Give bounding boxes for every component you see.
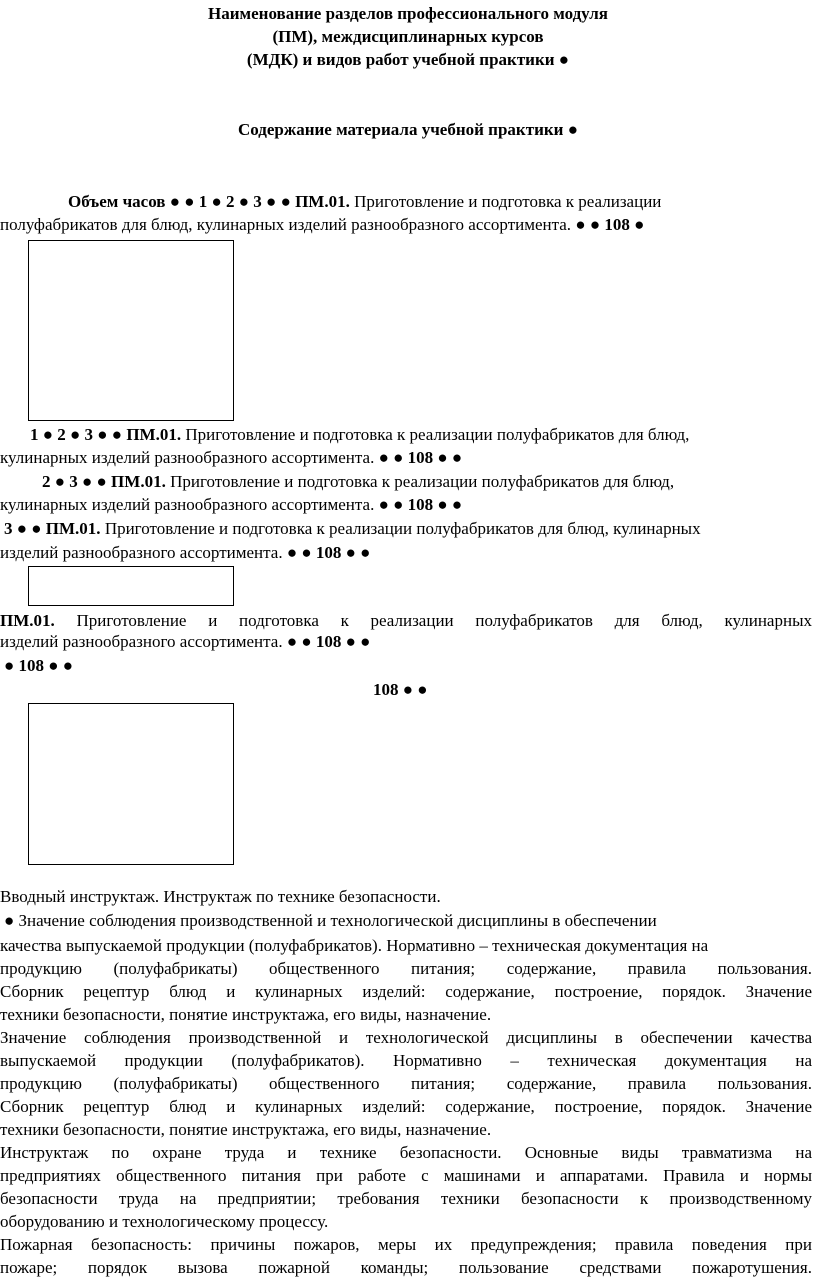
empty-table-cell-large [28,703,234,865]
empty-table-cell [28,240,234,421]
row-c-label: 3 ● ● ПМ.01. [4,519,101,538]
hours-value-centered: 108 ● ● [373,680,428,699]
hours-topic: Приготовление и подготовка к реализации [349,192,662,211]
row-line-a [30,425,689,445]
p2-line-3: продукцию (полуфабрикаты) общественного питания; содержание, правила пользования. [0,959,812,978]
row-line-b2 [0,495,462,515]
hours-label: Объем часов ● ● 1 ● 2 ● 3 ● ● ПМ.01. [68,192,350,211]
row-a-topic: Приготовление и подготовка к реализации полуфабрикатов для блюд, [181,425,690,444]
pm-line [0,609,812,632]
empty-table-cell-small [28,566,234,606]
p4-line-2: предприятиях общественного питания при работе с машинами и аппаратами. Правила и нормы [0,1166,812,1185]
p3-line-5: техники безопасности, понятие инструктажа, его виды, назначение. [0,1120,492,1139]
pm-topic: Приготовление и подготовка к реализации полуфабрикатов для блюд, кулинарных [54,611,812,630]
p3-line-3: продукцию (полуфабрикаты) общественного питания; содержание, правила пользования. [0,1074,812,1093]
row-b-label: 2 ● 3 ● ● ПМ.01. [42,472,166,491]
hours-line [68,192,661,212]
row-c-topic-cont: изделий разнообразного ассортимента. [0,543,287,562]
p5-line-1: Пожарная безопасность: причины пожаров, меры их предупреждения; правила поведения при [0,1235,812,1254]
row-a-value: ● ● 108 ● ● [378,448,463,467]
hours-line-cont [0,215,644,235]
hours-value: ● ● 108 ● [575,215,645,234]
p4-line-4: оборудованию и технологическому процессу. [0,1212,329,1231]
p2-line-4: Сборник рецептур блюд и кулинарных изделий: содержание, построение, порядок. Значение [0,982,812,1001]
pm-topic-cont: изделий разнообразного ассортимента. [0,632,287,651]
hours-topic-cont: полуфабрикатов для блюд, кулинарных изделий разнообразного ассортимента. [0,215,576,234]
row-a-label: 1 ● 2 ● 3 ● ● ПМ.01. [30,425,182,444]
p4-line-3: безопасности труда на предприятии; требования техники безопасности к производственному [0,1189,812,1208]
row-b-topic: Приготовление и подготовка к реализации полуфабрикатов для блюд, [165,472,675,491]
row-line-c2 [0,543,370,563]
row-c-topic: Приготовление и подготовка к реализации полуфабрикатов для блюд, кулинарных [100,519,701,538]
row-a-topic-cont: кулинарных изделий разнообразного ассортимента. [0,448,379,467]
row-line-c [4,519,701,539]
hours-value-line: ● 108 ● ● [4,656,74,675]
row-b-value: ● ● 108 ● ● [378,495,463,514]
module-heading-line-1: Наименование разделов профессионального модуля [208,4,608,23]
p2-line-5: техники безопасности, понятие инструктажа, его виды, назначение. [0,1005,492,1024]
pm-value: ● ● 108 ● ● [286,632,371,651]
p4-line-1: Инструктаж по охране труда и технике безопасности. Основные виды травматизма на [0,1143,812,1162]
pm-code: ПМ.01. [0,611,55,630]
module-heading-line-2: (ПМ), междисциплинарных курсов [272,27,544,46]
p2-line-2: качества выпускаемой продукции (полуфабрикатов). Нормативно – техническая документация на [0,936,709,955]
p3-line-2: выпускаемой продукции (полуфабрикатов). Нормативно – техническая документация на [0,1051,812,1070]
row-line-b [42,472,674,492]
row-c-value: ● ● 108 ● ● [286,543,371,562]
row-line-a2 [0,448,462,468]
pm-line-2 [0,632,370,652]
p3-line-1: Значение соблюдения производственной и технологической дисциплины в обеспечении качества [0,1028,812,1047]
row-b-topic-cont: кулинарных изделий разнообразного ассортимента. [0,495,379,514]
module-heading-line-3: (МДК) и видов работ учебной практики ● [246,50,570,69]
paragraph-intro: Вводный инструктаж. Инструктаж по технике безопасности. [0,887,441,906]
p2-line-1: ● Значение соблюдения производственной и технологической дисциплины в обеспечении [4,911,657,930]
content-heading: Содержание материала учебной практики ● [238,120,578,139]
p5-line-2: пожаре; порядок вызова пожарной команды; пользование средствами пожаротушения. [0,1258,812,1277]
p3-line-4: Сборник рецептур блюд и кулинарных изделий: содержание, построение, порядок. Значение [0,1097,812,1116]
